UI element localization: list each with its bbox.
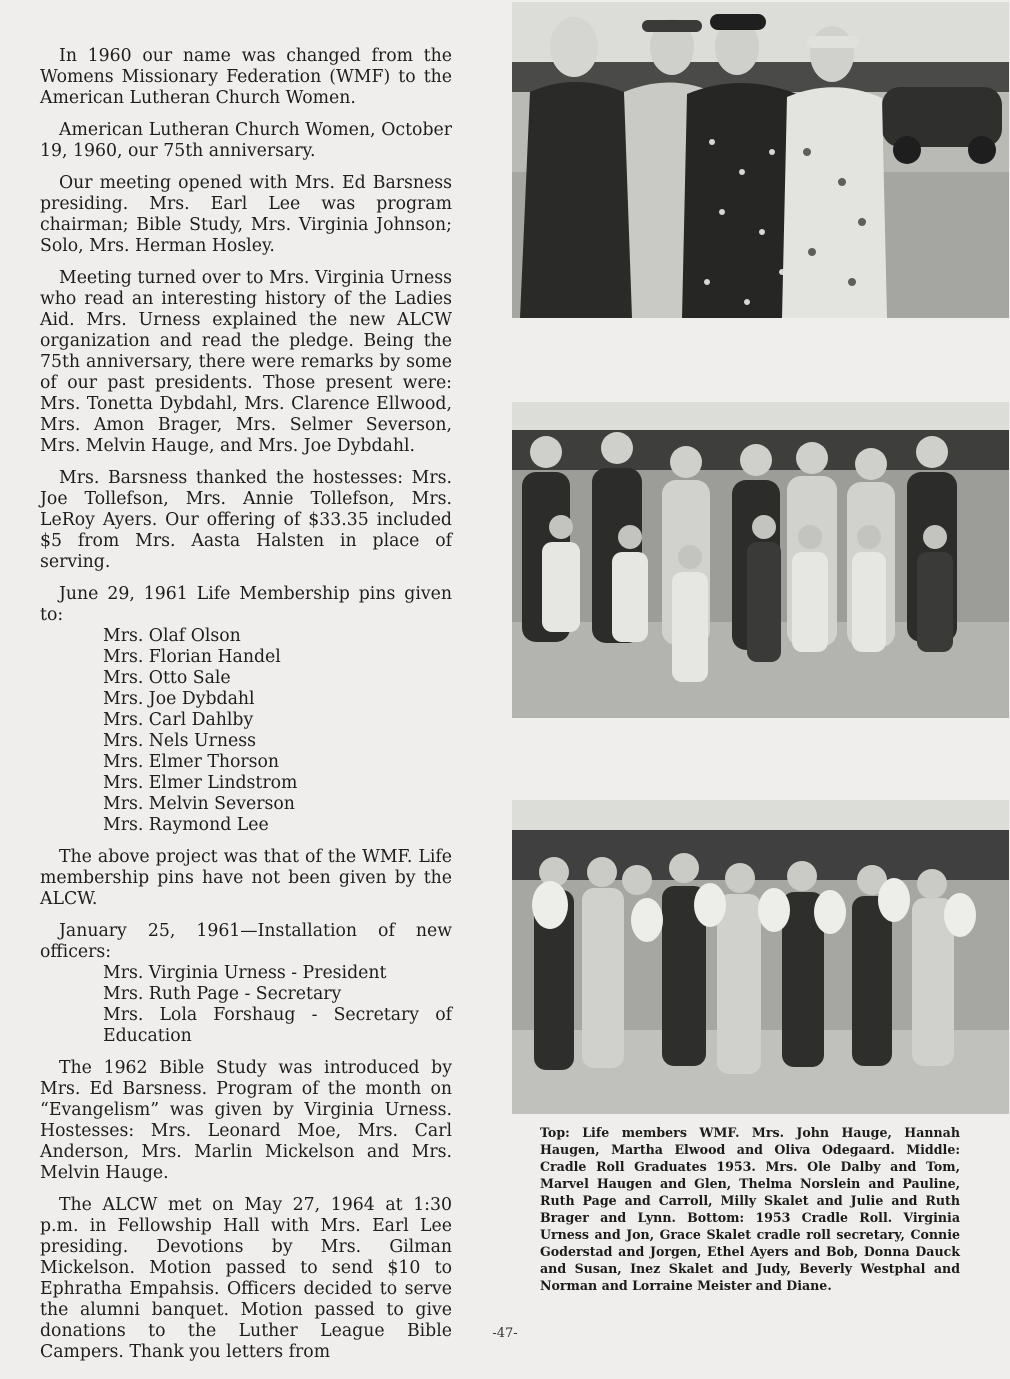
paragraph-name-change: In 1960 our name was changed from the Womens Missionary Federation (WMF) to the American Lutheran Church Women.	[40, 46, 452, 108]
paragraph-wmf-project: The above project was that of the WMF. Life membership pins have not been given by the ALCW.	[40, 847, 452, 909]
pin-recipient: Mrs. Otto Sale	[103, 668, 231, 688]
photo-cradle-roll-1953	[512, 800, 1009, 1114]
photo-cradle-roll-graduates	[512, 402, 1009, 718]
officer-item: Mrs. Virginia Urness - President	[103, 963, 387, 983]
paragraph-alcw-meeting: The ALCW met on May 27, 1964 at 1:30 p.m. in Fellowship Hall with Mrs. Earl Lee presiding. Devotions by Mrs. Gilman Mickelson. Motion passed to send $10 to Ephratha Empahsis. Officers decided to serve the alumni banquet. Motion passed to give donations to the Luther League Bible Campers. Thank you letters from	[40, 1195, 452, 1362]
paragraph-bible-study: The 1962 Bible Study was introduced by Mrs. Ed Barsness. Program of the month on “Evangelism” was given by Virginia Urness. Hostesses: Mrs. Leonard Moe, Mrs. Carl Anderson, Mrs. Marlin Mickelson and Mrs. Melvin Hauge.	[40, 1058, 452, 1183]
pin-recipient: Mrs. Olaf Olson	[103, 626, 241, 646]
paragraph-hostesses: Mrs. Barsness thanked the hostesses: Mrs. Joe Tollefson, Mrs. Annie Tollefson, Mrs. LeRoy Ayers. Our offering of $33.35 included $5 from Mrs. Aasta Halsten in place of serving.	[40, 468, 452, 572]
pin-recipient: Mrs. Raymond Lee	[103, 815, 269, 835]
cradle-roll-1953-image	[512, 800, 1009, 1114]
photo-life-members	[512, 2, 1009, 318]
pins-list	[40, 584, 452, 836]
pin-recipient: Mrs. Nels Urness	[103, 731, 256, 751]
officer-item: Mrs. Ruth Page - Secretary	[103, 984, 342, 1004]
photo-caption: Top: Life members WMF. Mrs. John Hauge, Hannah Haugen, Martha Elwood and Oliva Odegaard. Middle: Cradle Roll Graduates 1953. Mrs. Ole Dalby and Tom, Marvel Haugen and Glen, Thelma Norslein and Pauline, Ruth Page and Carroll, Milly Skalet and Julie and Ruth Brager and Lynn. Bottom: 1953 Cradle Roll. Virginia Urness and Jon, Grace Skalet cradle roll secretary, Connie Goderstad and Jorgen, Ethel Ayers and Bob, Donna Dauck and Susan, Inez Skalet and Judy, Beverly Westphal and Norman and Lorraine Meister and Diane.	[540, 1125, 960, 1293]
officers-heading: January 25, 1961—Installation of new officers:	[40, 921, 452, 962]
pins-heading: June 29, 1961 Life Membership pins given to:	[40, 584, 452, 625]
pin-recipient: Mrs. Joe Dybdahl	[103, 689, 255, 709]
paragraph-anniversary: American Lutheran Church Women, October 19, 1960, our 75th anniversary.	[40, 120, 452, 161]
paragraph-meeting-opened: Our meeting opened with Mrs. Ed Barsness presiding. Mrs. Earl Lee was program chairman; Bible Study, Mrs. Virginia Johnson; Solo, Mrs. Herman Hosley.	[40, 173, 452, 256]
pin-recipient: Mrs. Elmer Thorson	[103, 752, 280, 772]
pin-recipient: Mrs. Elmer Lindstrom	[103, 773, 298, 793]
page-number: -47-	[492, 1326, 518, 1341]
officers-list	[40, 921, 452, 1047]
pin-recipient: Mrs. Carl Dahlby	[103, 710, 254, 730]
pin-recipient: Mrs. Florian Handel	[103, 647, 281, 667]
text-column	[40, 46, 452, 1374]
life-members-image	[512, 2, 1009, 318]
officer-item: Mrs. Lola Forshaug - Secretary of Education	[103, 1005, 452, 1046]
paragraph-history: Meeting turned over to Mrs. Virginia Urness who read an interesting history of the Ladies Aid. Mrs. Urness explained the new ALCW organization and read the pledge. Being the 75th anniversary, there were remarks by some of our past presidents. Those present were: Mrs. Tonetta Dybdahl, Mrs. Clarence Ellwood, Mrs. Amon Brager, Mrs. Selmer Severson, Mrs. Melvin Hauge, and Mrs. Joe Dybdahl.	[40, 268, 452, 456]
cradle-roll-graduates-image	[512, 402, 1009, 718]
pin-recipient: Mrs. Melvin Severson	[103, 794, 295, 814]
